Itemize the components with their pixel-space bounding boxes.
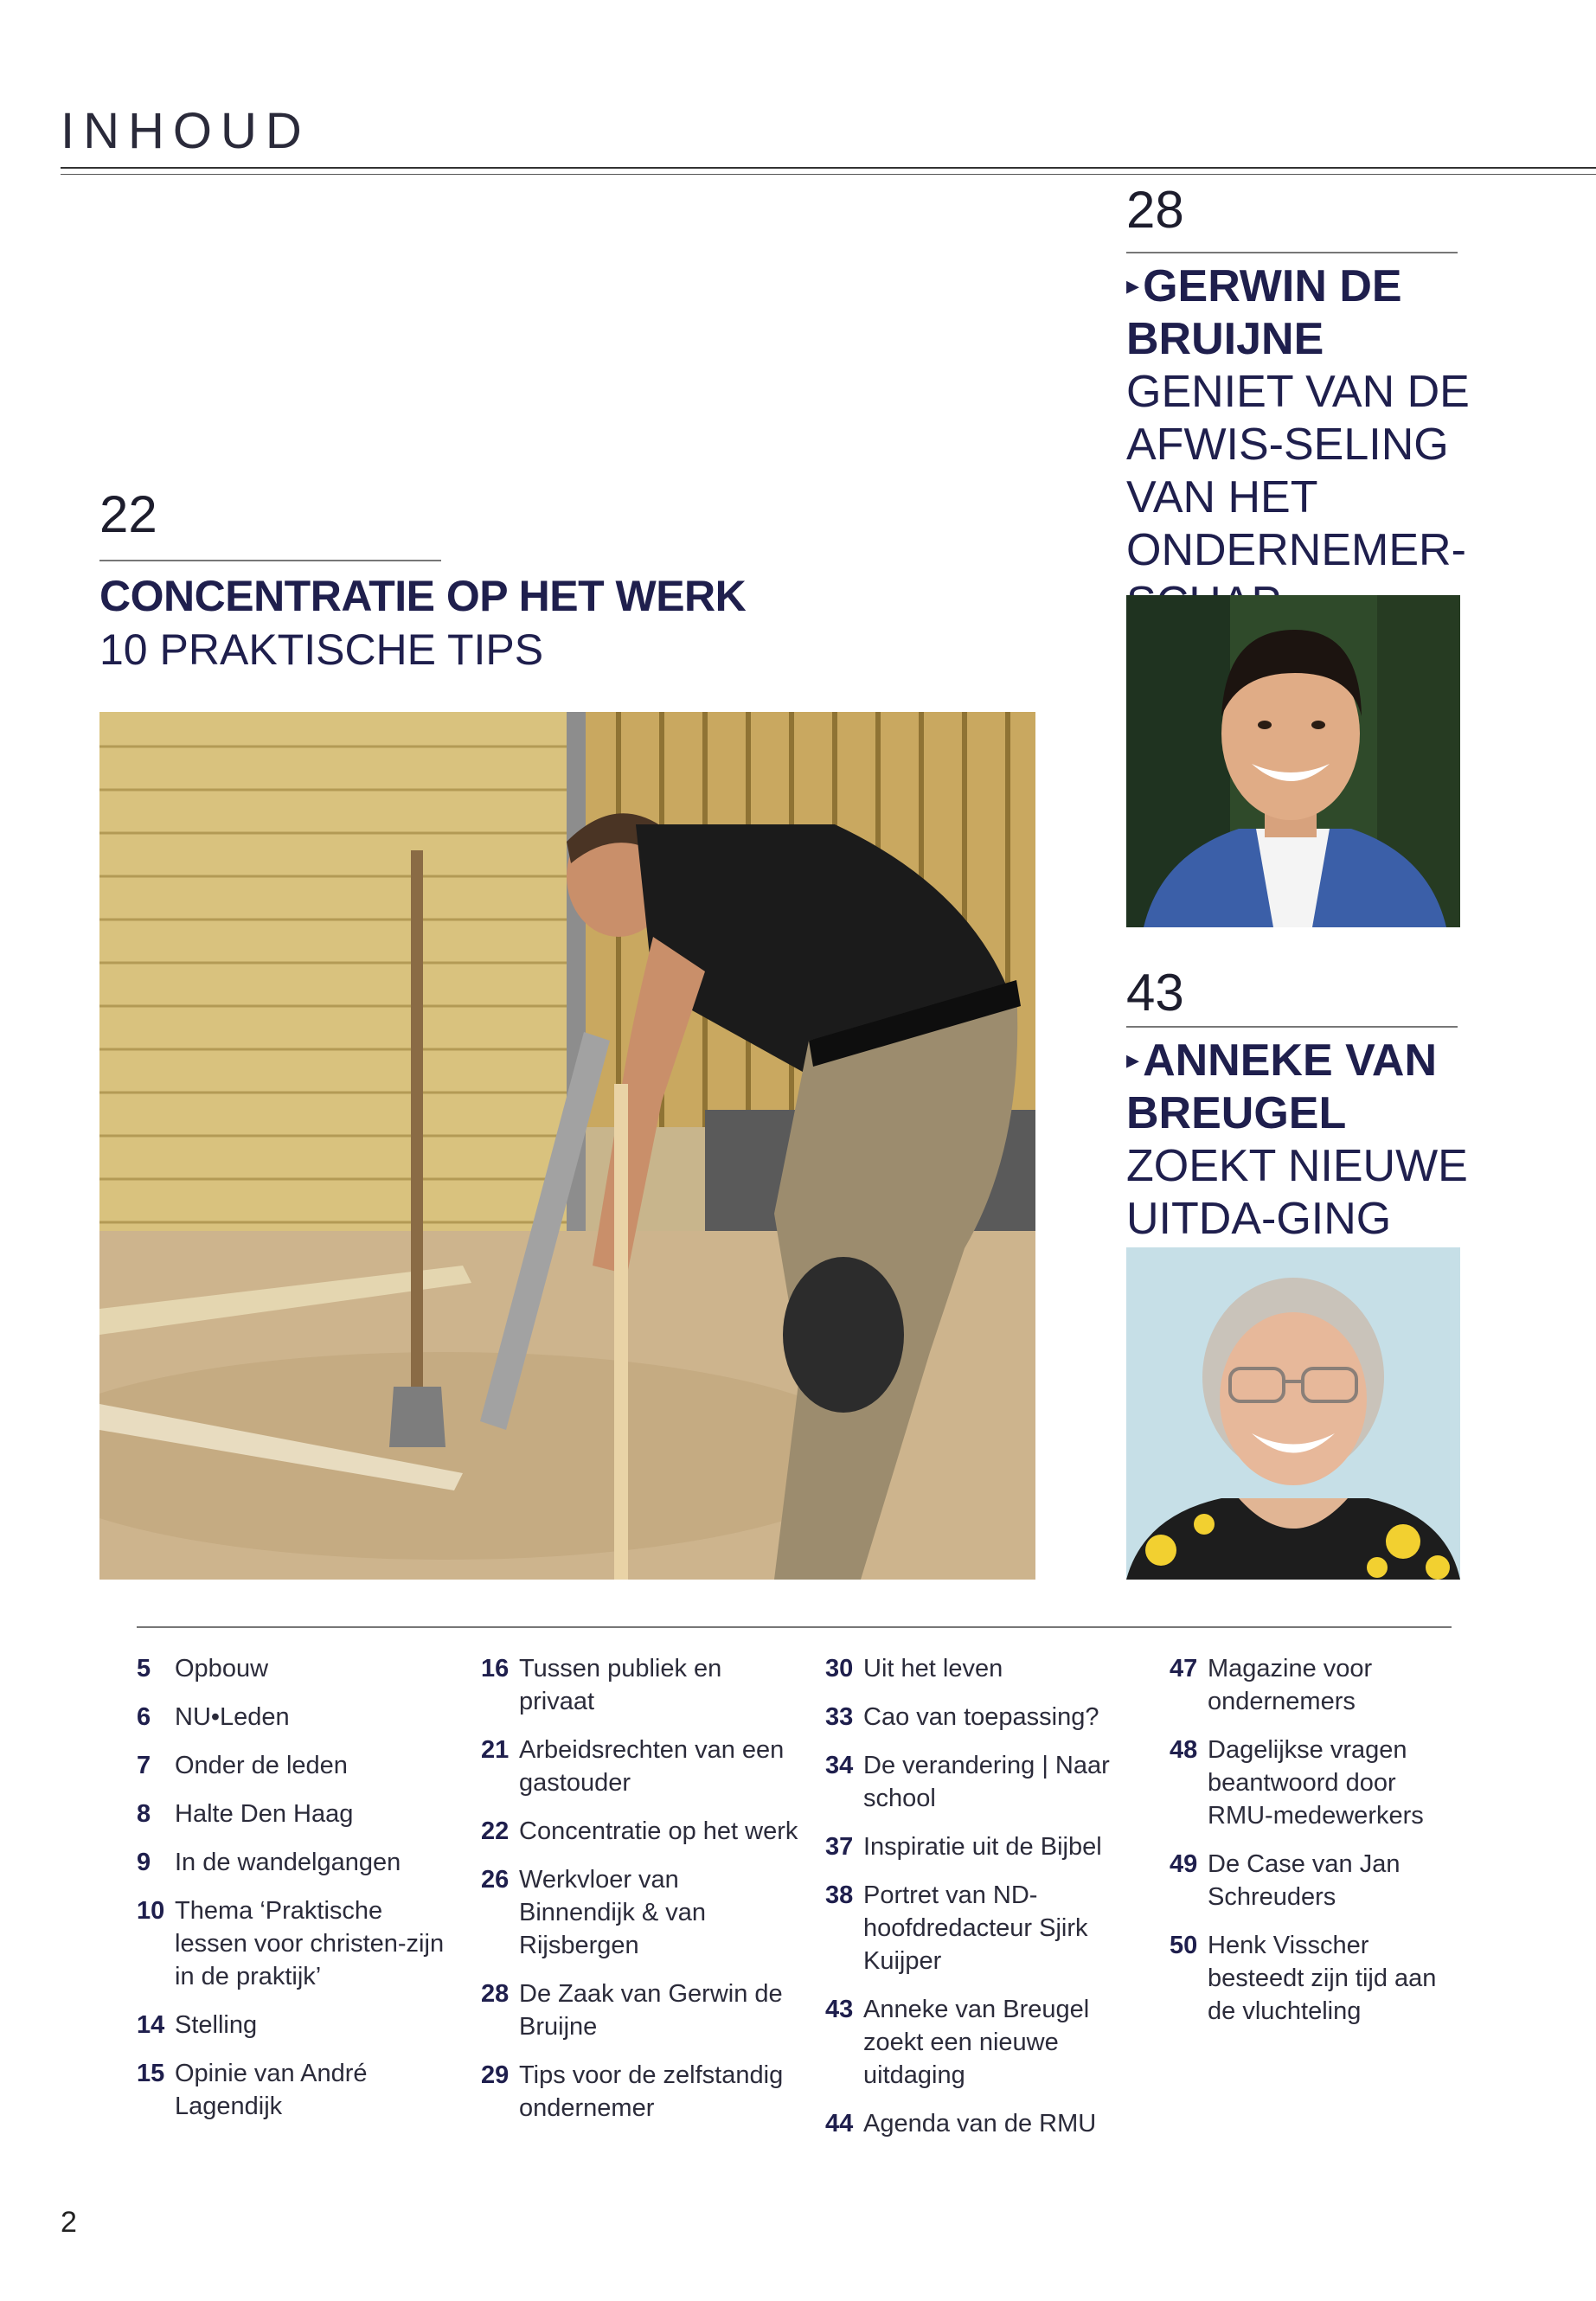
feature-22-title[interactable]: CONCENTRATIE OP HET WERK	[99, 572, 747, 620]
toc-page-number: 6	[137, 1703, 151, 1731]
toc-title: Concentratie op het werk	[519, 1817, 798, 1845]
toc-title: Inspiratie uit de Bijbel	[863, 1833, 1102, 1861]
header-rule	[61, 167, 1596, 169]
toc-item[interactable]	[137, 1701, 457, 1734]
toc-title: Cao van toepassing?	[863, 1703, 1099, 1731]
toc-page-number: 7	[137, 1752, 151, 1779]
toc-page-number: 34	[825, 1752, 854, 1779]
toc-item[interactable]	[825, 1701, 1145, 1734]
page-title: INHOUD	[61, 103, 311, 159]
toc-page-number: 22	[481, 1817, 510, 1845]
toc-title: Henk Visscher besteedt zijn tijd aan de vluchteling	[1208, 1932, 1437, 2025]
toc-title: Opinie van André Lagendijk	[175, 2060, 368, 2120]
toc-item[interactable]	[1170, 1929, 1455, 2028]
toc-item[interactable]	[481, 1863, 801, 1962]
toc-column-4	[1170, 1652, 1455, 2043]
toc-item[interactable]	[1170, 1848, 1455, 1913]
feature-28-portrait	[1126, 595, 1460, 927]
toc-page-number: 15	[137, 2060, 165, 2087]
feature-28-number: 28	[1126, 181, 1184, 239]
toc-page-number: 37	[825, 1833, 854, 1861]
toc-item[interactable]	[825, 2107, 1145, 2140]
toc-title: Onder de leden	[175, 1752, 348, 1779]
toc-page-number: 49	[1170, 1850, 1198, 1878]
toc-title: Portret van ND-hoofdredacteur Sjirk Kuijper	[863, 1881, 1088, 1975]
toc-item[interactable]	[1170, 1734, 1455, 1832]
feature-43-number: 43	[1126, 964, 1184, 1022]
toc-title: Tussen publiek en privaat	[519, 1655, 722, 1715]
toc-page-number: 29	[481, 2061, 510, 2089]
feature-43-text: ZOEKT NIEUWE UITDA-GING	[1126, 1141, 1468, 1244]
toc-item[interactable]	[1170, 1652, 1455, 1718]
toc-title: De Case van Jan Schreuders	[1208, 1850, 1401, 1911]
toc-page-number: 26	[481, 1866, 510, 1894]
toc-page-number: 14	[137, 2011, 165, 2039]
toc-item[interactable]	[137, 1798, 457, 1830]
toc-page-number: 21	[481, 1736, 510, 1764]
toc-page-number: 47	[1170, 1655, 1198, 1682]
feature-43-portrait	[1126, 1247, 1460, 1580]
toc-item[interactable]	[825, 1652, 1145, 1685]
toc-title: Tips voor de zelfstandig ondernemer	[519, 2061, 784, 2122]
toc-item[interactable]	[137, 2057, 457, 2123]
toc-title: Anneke van Breugel zoekt een nieuwe uitdaging	[863, 1996, 1090, 2089]
toc-title: Halte Den Haag	[175, 1800, 354, 1828]
toc-page-number: 8	[137, 1800, 151, 1828]
toc-page-number: 10	[137, 1897, 165, 1925]
toc-item[interactable]	[481, 1815, 801, 1848]
feature-22-number: 22	[99, 485, 157, 543]
toc-title: Arbeidsrechten van een gastouder	[519, 1736, 785, 1797]
toc-item[interactable]	[481, 1652, 801, 1718]
feature-28-text: GENIET VAN DE AFWIS-SELING VAN HET ONDERNEMER-	[1126, 367, 1470, 575]
feature-22-rule	[99, 560, 441, 561]
feature-28-name: GERWIN DE BRUIJNE	[1126, 261, 1402, 364]
toc-title: Thema ‘Praktische lessen voor christen-zijn in de praktijk’	[175, 1897, 445, 1990]
toc-rule	[137, 1626, 1452, 1628]
feature-43-headline[interactable]	[1126, 1034, 1498, 1246]
toc-item[interactable]	[825, 1749, 1145, 1815]
feature-28-rule	[1126, 252, 1458, 253]
toc-item[interactable]	[825, 1993, 1145, 2092]
toc-title: Stelling	[175, 2011, 258, 2039]
toc-item[interactable]	[481, 1734, 801, 1799]
toc-title: Magazine voor ondernemers	[1208, 1655, 1373, 1715]
toc-page-number: 43	[825, 1996, 854, 2023]
toc-item[interactable]	[137, 1652, 457, 1685]
toc-item[interactable]	[137, 2009, 457, 2041]
toc-item[interactable]	[481, 1977, 801, 2043]
feature-43-name: ANNEKE VAN BREUGEL	[1126, 1035, 1438, 1138]
feature-22-photo	[99, 712, 1035, 1580]
toc-item[interactable]	[137, 1749, 457, 1782]
feature-22-subtitle: 10 PRAKTISCHE TIPS	[99, 625, 544, 674]
toc-page-number: 50	[1170, 1932, 1198, 1959]
page-number: 2	[61, 2206, 77, 2239]
header-rule-thin	[61, 174, 1596, 175]
toc-title: Uit het leven	[863, 1655, 1003, 1682]
toc-page-number: 48	[1170, 1736, 1198, 1764]
triangle-bullet-icon: ▸	[1126, 1046, 1140, 1074]
toc-page-number: 9	[137, 1849, 151, 1876]
toc-title: Dagelijkse vragen beantwoord door RMU-medewerkers	[1208, 1736, 1424, 1830]
toc-title: Werkvloer van Binnendijk & van Rijsbergen	[519, 1866, 707, 1959]
toc-title: De verandering | Naar school	[863, 1752, 1110, 1812]
toc-page-number: 28	[481, 1980, 510, 2008]
toc-title: NU•Leden	[175, 1703, 290, 1731]
toc-title: In de wandelgangen	[175, 1849, 401, 1876]
toc-title: Opbouw	[175, 1655, 269, 1682]
toc-column-1	[137, 1652, 457, 2138]
toc-item[interactable]	[137, 1846, 457, 1879]
toc-page-number: 44	[825, 2110, 854, 2138]
toc-page-number: 38	[825, 1881, 854, 1909]
toc-title: De Zaak van Gerwin de Bruijne	[519, 1980, 783, 2041]
toc-item[interactable]	[481, 2059, 801, 2125]
toc-page-number: 30	[825, 1655, 854, 1682]
feature-28-headline[interactable]	[1126, 260, 1498, 630]
toc-column-2	[481, 1652, 801, 2140]
toc-column-3	[825, 1652, 1145, 2156]
toc-item[interactable]	[825, 1879, 1145, 1977]
toc-item[interactable]	[825, 1830, 1145, 1863]
toc-title: Agenda van de RMU	[863, 2110, 1097, 2138]
triangle-bullet-icon: ▸	[1126, 272, 1140, 300]
toc-page-number: 5	[137, 1655, 151, 1682]
toc-page-number: 33	[825, 1703, 854, 1731]
feature-43-rule	[1126, 1026, 1458, 1028]
toc-page-number: 16	[481, 1655, 510, 1682]
toc-item[interactable]	[137, 1894, 457, 1993]
